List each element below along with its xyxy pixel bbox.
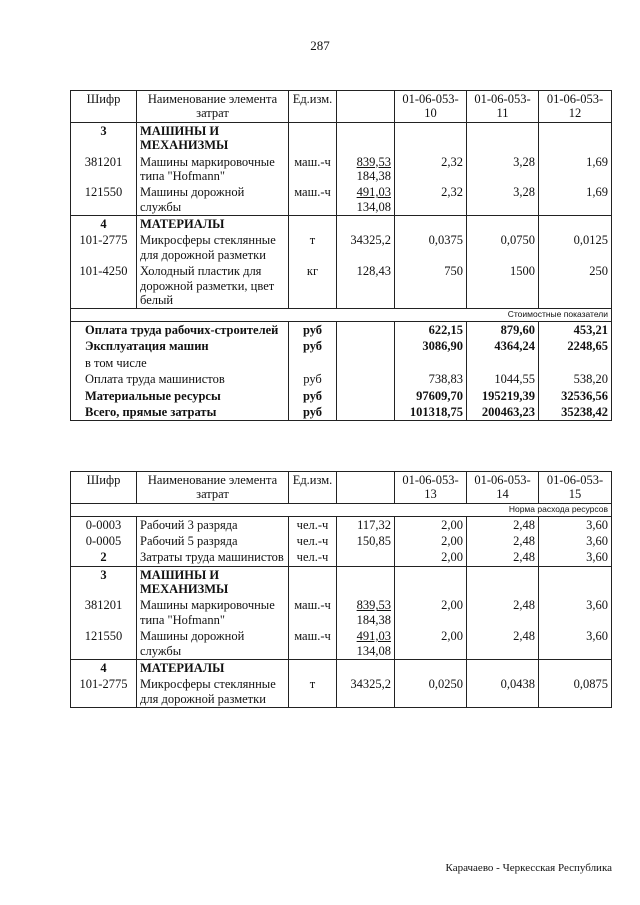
row-code: 2 <box>71 549 137 566</box>
cost-value-3: 35238,42 <box>539 404 612 421</box>
row-price-secondary: 134,08 <box>356 199 391 214</box>
section-title: МАТЕРИАЛЫ <box>137 659 289 676</box>
row-unit: т <box>289 676 337 707</box>
section-row <box>71 122 612 153</box>
cost-price <box>337 322 395 339</box>
table-row <box>71 628 612 659</box>
row-name: Микросферы стеклянные для дорожной разметки <box>137 676 289 707</box>
cost-name: Материальные ресурсы <box>71 388 289 404</box>
row-price <box>337 232 395 263</box>
cost-row <box>71 355 612 371</box>
row-unit <box>289 659 337 676</box>
col-header-norm-2: 01-06-053-14 <box>467 472 539 504</box>
row-norm-2 <box>467 122 539 153</box>
row-price <box>337 597 395 628</box>
footer-region: Карачаево - Черкесская Республика <box>445 862 612 874</box>
row-unit: маш.-ч <box>289 184 337 215</box>
cost-unit <box>289 355 337 371</box>
cost-section <box>71 309 612 421</box>
row-norm-1 <box>395 216 467 233</box>
row-price <box>337 184 395 215</box>
cost-unit: руб <box>289 371 337 387</box>
row-norm-3: 0,0125 <box>539 232 612 263</box>
row-price-value: 128,43 <box>356 264 391 279</box>
row-norm-1: 0,0250 <box>395 676 467 707</box>
row-price <box>337 122 395 153</box>
row-name: Машины дорожной службы <box>137 184 289 215</box>
row-norm-1: 2,32 <box>395 184 467 215</box>
row-norm-1: 0,0375 <box>395 232 467 263</box>
row-code: 0-0003 <box>71 516 137 533</box>
section-title: МАТЕРИАЛЫ <box>137 216 289 233</box>
row-norm-2: 2,48 <box>467 628 539 659</box>
cost-name: Эксплуатация машин <box>71 338 289 354</box>
row-price <box>337 533 395 549</box>
row-norm-1: 2,00 <box>395 597 467 628</box>
row-norm-2: 0,0750 <box>467 232 539 263</box>
row-norm-3: 0,0875 <box>539 676 612 707</box>
row-unit <box>289 566 337 597</box>
cost-value-3: 453,21 <box>539 322 612 339</box>
row-unit: маш.-ч <box>289 154 337 185</box>
cost-row <box>71 404 612 421</box>
cost-price <box>337 338 395 354</box>
cost-name: Всего, прямые затраты <box>71 404 289 421</box>
subheader-cost-indicators: Стоимостные показатели <box>71 309 612 322</box>
table-row <box>71 549 612 566</box>
row-name: Микросферы стеклянные для дорожной разметки <box>137 232 289 263</box>
row-code: 3 <box>71 122 137 153</box>
row-name: Холодный пластик для дорожной разметки, цвет белый <box>137 263 289 309</box>
section-row <box>71 216 612 233</box>
row-code: 121550 <box>71 184 137 215</box>
subheader-row <box>71 503 612 516</box>
section-title: МАШИНЫ И МЕХАНИЗМЫ <box>137 122 289 153</box>
row-unit: маш.-ч <box>289 628 337 659</box>
cost-row <box>71 388 612 404</box>
row-norm-2: 2,48 <box>467 549 539 566</box>
table-row <box>71 676 612 707</box>
row-norm-1: 2,32 <box>395 154 467 185</box>
table-row <box>71 516 612 533</box>
row-norm-1: 2,00 <box>395 549 467 566</box>
col-header-unit: Ед.изм. <box>289 472 337 504</box>
row-price-secondary: 134,08 <box>356 643 391 658</box>
row-norm-1: 2,00 <box>395 628 467 659</box>
row-code: 101-2775 <box>71 232 137 263</box>
page-number: 287 <box>310 38 330 53</box>
row-norm-3 <box>539 122 612 153</box>
row-unit: чел.-ч <box>289 533 337 549</box>
table-header-row <box>71 91 612 123</box>
row-price <box>337 566 395 597</box>
row-price-value: 839,53 <box>356 598 391 613</box>
row-unit: т <box>289 232 337 263</box>
row-code: 101-4250 <box>71 263 137 309</box>
row-price-value: 34325,2 <box>350 677 391 692</box>
table-body <box>71 516 612 708</box>
table-row <box>71 597 612 628</box>
row-norm-1: 2,00 <box>395 533 467 549</box>
cost-price <box>337 371 395 387</box>
cost-value-2: 879,60 <box>467 322 539 339</box>
table-row <box>71 263 612 309</box>
subheader-row <box>71 309 612 322</box>
row-price-value: 491,03 <box>356 629 391 644</box>
row-norm-2: 3,28 <box>467 184 539 215</box>
cost-value-1: 3086,90 <box>395 338 467 354</box>
table-row <box>71 184 612 215</box>
col-header-code: Шифр <box>71 472 137 504</box>
row-norm-2 <box>467 659 539 676</box>
col-header-norm-3: 01-06-053-12 <box>539 91 612 123</box>
cost-value-2: 1044,55 <box>467 371 539 387</box>
row-name: Рабочий 3 разряда <box>137 516 289 533</box>
cost-value-3 <box>539 355 612 371</box>
row-norm-3: 3,60 <box>539 549 612 566</box>
row-unit: чел.-ч <box>289 516 337 533</box>
cost-value-3: 2248,65 <box>539 338 612 354</box>
cost-value-2 <box>467 355 539 371</box>
table-row <box>71 533 612 549</box>
row-norm-2 <box>467 216 539 233</box>
row-code: 0-0005 <box>71 533 137 549</box>
cost-name: в том числе <box>71 355 289 371</box>
cost-unit: руб <box>289 338 337 354</box>
row-norm-2 <box>467 566 539 597</box>
row-price <box>337 516 395 533</box>
row-code: 3 <box>71 566 137 597</box>
row-code: 101-2775 <box>71 676 137 707</box>
col-header-unit: Ед.изм. <box>289 91 337 123</box>
row-norm-1: 750 <box>395 263 467 309</box>
col-header-norm-2: 01-06-053-11 <box>467 91 539 123</box>
row-unit: чел.-ч <box>289 549 337 566</box>
resource-table-1 <box>70 90 612 421</box>
cost-unit: руб <box>289 404 337 421</box>
resource-table-2 <box>70 471 612 708</box>
row-norm-3 <box>539 566 612 597</box>
row-price <box>337 659 395 676</box>
row-price <box>337 676 395 707</box>
col-header-price <box>337 91 395 123</box>
cost-value-2: 200463,23 <box>467 404 539 421</box>
row-norm-2: 1500 <box>467 263 539 309</box>
cost-value-1: 97609,70 <box>395 388 467 404</box>
cost-name: Оплата труда рабочих-строителей <box>71 322 289 339</box>
row-norm-1 <box>395 122 467 153</box>
row-norm-2: 2,48 <box>467 533 539 549</box>
row-norm-3: 3,60 <box>539 628 612 659</box>
row-name: Рабочий 5 разряда <box>137 533 289 549</box>
cost-price <box>337 388 395 404</box>
cost-value-3: 538,20 <box>539 371 612 387</box>
cost-unit: руб <box>289 322 337 339</box>
col-header-norm-1: 01-06-053-10 <box>395 91 467 123</box>
cost-value-1: 738,83 <box>395 371 467 387</box>
table-body <box>71 122 612 309</box>
cost-unit: руб <box>289 388 337 404</box>
row-price <box>337 216 395 233</box>
row-code: 381201 <box>71 154 137 185</box>
row-price-value: 150,85 <box>356 533 391 548</box>
row-code: 381201 <box>71 597 137 628</box>
row-unit <box>289 122 337 153</box>
row-norm-1 <box>395 659 467 676</box>
row-name: Машины дорожной службы <box>137 628 289 659</box>
cost-value-3: 32536,56 <box>539 388 612 404</box>
row-norm-3 <box>539 659 612 676</box>
col-header-name: Наименование элемента затрат <box>137 91 289 123</box>
row-norm-2: 0,0438 <box>467 676 539 707</box>
table-header-row <box>71 472 612 504</box>
row-name: Машины маркировочные типа "Hofmann" <box>137 154 289 185</box>
cost-value-1: 101318,75 <box>395 404 467 421</box>
row-norm-2: 3,28 <box>467 154 539 185</box>
row-unit: маш.-ч <box>289 597 337 628</box>
row-norm-1 <box>395 566 467 597</box>
cost-price <box>337 404 395 421</box>
row-price-secondary: 184,38 <box>356 612 391 627</box>
cost-value-2: 195219,39 <box>467 388 539 404</box>
row-price-value: 34325,2 <box>350 233 391 248</box>
row-unit <box>289 216 337 233</box>
section-title: МАШИНЫ И МЕХАНИЗМЫ <box>137 566 289 597</box>
col-header-name: Наименование элемента затрат <box>137 472 289 504</box>
row-price-secondary: 184,38 <box>356 168 391 183</box>
row-price <box>337 549 395 566</box>
row-price-value: 491,03 <box>356 185 391 200</box>
row-norm-3: 1,69 <box>539 184 612 215</box>
row-name: Затраты труда машинистов <box>137 549 289 566</box>
cost-row <box>71 371 612 387</box>
row-norm-3: 3,60 <box>539 533 612 549</box>
row-norm-1: 2,00 <box>395 516 467 533</box>
row-norm-2: 2,48 <box>467 597 539 628</box>
cost-name: Оплата труда машинистов <box>71 371 289 387</box>
row-code: 4 <box>71 216 137 233</box>
cost-row <box>71 338 612 354</box>
cost-value-1: 622,15 <box>395 322 467 339</box>
col-header-norm-1: 01-06-053-13 <box>395 472 467 504</box>
cost-row <box>71 322 612 339</box>
table-row <box>71 232 612 263</box>
row-name: Машины маркировочные типа "Hofmann" <box>137 597 289 628</box>
row-price <box>337 263 395 309</box>
row-norm-3: 1,69 <box>539 154 612 185</box>
col-header-price <box>337 472 395 504</box>
cost-value-1 <box>395 355 467 371</box>
cost-price <box>337 355 395 371</box>
row-price-value: 117,32 <box>357 517 391 532</box>
row-code: 4 <box>71 659 137 676</box>
subheader-resource-norms: Норма расхода ресурсов <box>71 503 612 516</box>
row-norm-3: 3,60 <box>539 516 612 533</box>
section-row <box>71 659 612 676</box>
table-row <box>71 154 612 185</box>
row-norm-3: 250 <box>539 263 612 309</box>
row-code: 121550 <box>71 628 137 659</box>
row-price <box>337 628 395 659</box>
row-price <box>337 154 395 185</box>
col-header-code: Шифр <box>71 91 137 123</box>
row-unit: кг <box>289 263 337 309</box>
cost-value-2: 4364,24 <box>467 338 539 354</box>
col-header-norm-3: 01-06-053-15 <box>539 472 612 504</box>
row-norm-3 <box>539 216 612 233</box>
row-price-value: 839,53 <box>356 154 391 169</box>
section-row <box>71 566 612 597</box>
row-norm-3: 3,60 <box>539 597 612 628</box>
row-norm-2: 2,48 <box>467 516 539 533</box>
